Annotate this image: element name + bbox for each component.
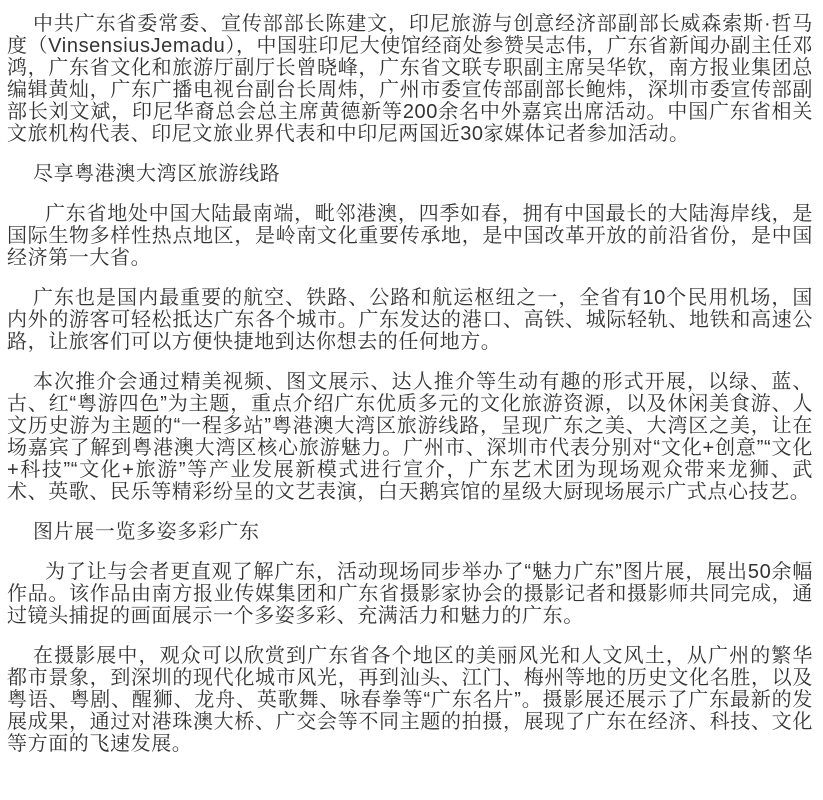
section-heading: 图片展一览多姿多彩广东 bbox=[33, 521, 260, 543]
paragraph: 为了让与会者更直观了解广东，活动现场同步举办了“魅力广东”图片展，展出50余幅作品。该作品由南方报业传媒集团和广东省摄影家协会的摄影记者和摄影师共同完成，通过镜头捕捉的画面展示一个多姿多彩、充满活力和魅力的广东。 bbox=[7, 561, 813, 627]
paragraph: 中共广东省委常委、宣传部部长陈建文，印尼旅游与创意经济部副部长威森索斯·哲马度（VinsensiusJemadu），中国驻印尼大使馆经商处参赞吴志伟，广东省新闻办副主任邓鸿，广东省文化和旅游厅副厅长曾晓峰，广东省文联专职副主席吴华钦，南方报业集团总编辑黄灿，广东广播电视台副台长周炜，广州市委宣传部副部长鲍炜，深圳市委宣传部副部长刘文斌，印尼华裔总会总主席黄德新等200余名中外嘉宾出席活动。中国广东省相关文旅机构代表、印尼文旅业界代表和中印尼两国近30家媒体记者参加活动。 bbox=[7, 13, 813, 145]
section-heading: 尽享粤港澳大湾区旅游线路 bbox=[33, 163, 281, 185]
paragraph: 在摄影展中，观众可以欣赏到广东省各个地区的美丽风光和人文风土，从广州的繁华都市景象，到深圳的现代化城市风光，再到汕头、江门、梅州等地的历史文化名胜，以及粤语、粤剧、醒狮、龙舟、英歌舞、咏春拳等“广东名片”。摄影展还展示了广东最新的发展成果，通过对港珠澳大桥、广交会等不同主题的拍摄，展现了广东在经济、科技、文化等方面的飞速发展。 bbox=[7, 645, 813, 755]
paragraph: 广东也是国内最重要的航空、铁路、公路和航运枢纽之一，全省有10个民用机场，国内外的游客可轻松抵达广东各个城市。广东发达的港口、高铁、城际轻轨、地铁和高速公路，让旅客们可以方便快捷地到达你想去的任何地方。 bbox=[7, 287, 813, 353]
paragraph: 广东省地处中国大陆最南端，毗邻港澳，四季如春，拥有中国最长的大陆海岸线，是国际生物多样性热点地区，是岭南文化重要传承地，是中国改革开放的前沿省份，是中国经济第一大省。 bbox=[7, 203, 813, 269]
paragraph: 本次推介会通过精美视频、图文展示、达人推介等生动有趣的形式开展，以绿、蓝、古、红“粤游四色”为主题，重点介绍广东优质多元的文化旅游资源，以及休闲美食游、人文历史游为主题的“一程多站”粤港澳大湾区旅游线路，呈现广东之美、大湾区之美，让在场嘉宾了解到粤港澳大湾区核心旅游魅力。广州市、深圳市代表分别对“文化+创意”“文化+科技”“文化+旅游”等产业发展新模式进行宣介，广东艺术团为现场观众带来龙狮、武术、英歌、民乐等精彩纷呈的文艺表演，白天鹅宾馆的星级大厨现场展示广式点心技艺。 bbox=[7, 371, 813, 503]
